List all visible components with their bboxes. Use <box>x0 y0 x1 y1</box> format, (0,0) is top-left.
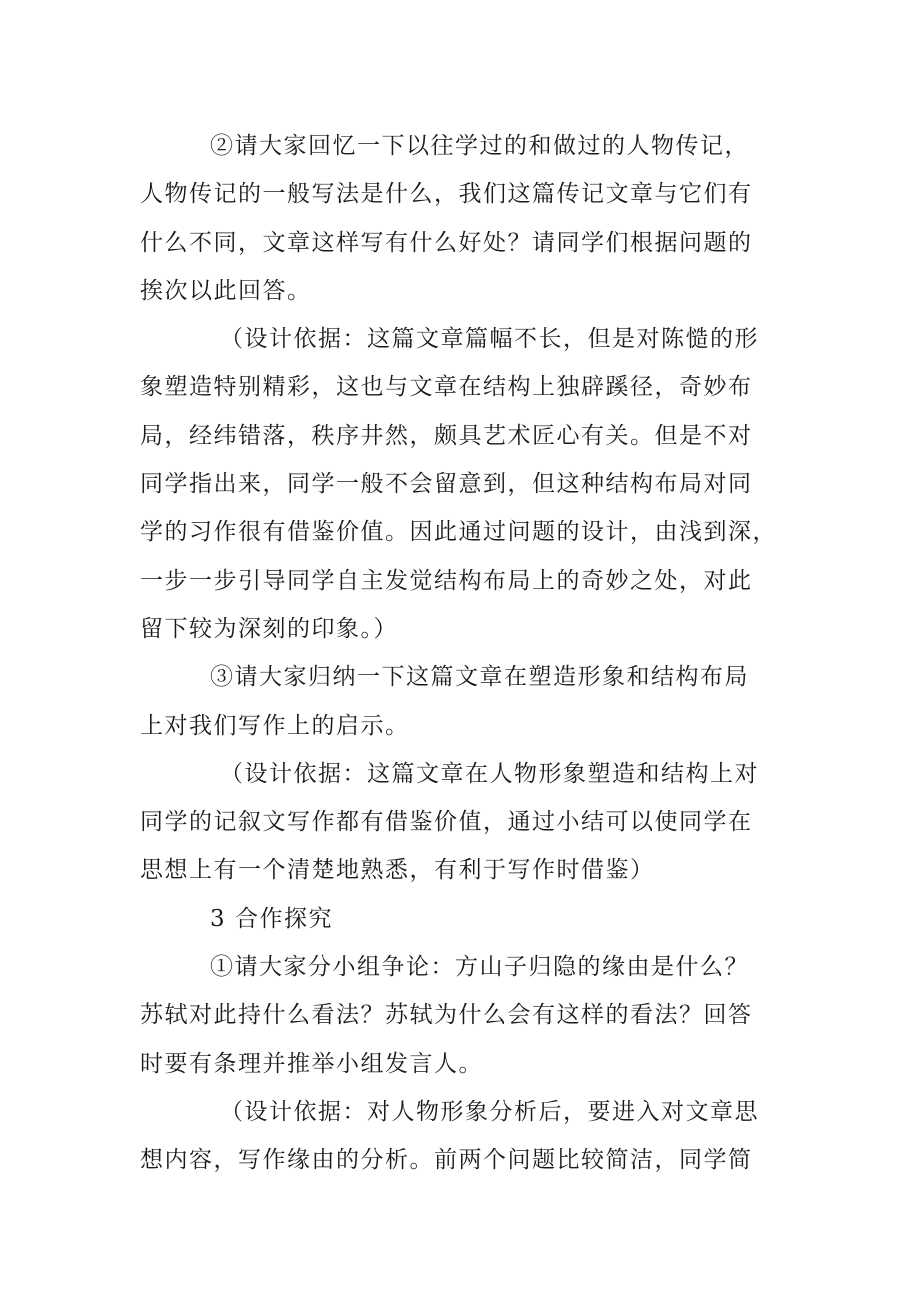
text-line: 人物传记的一般写法是什么，我们这篇传记文章与它们有 <box>140 181 753 208</box>
text-line: 什么不同，文章这样写有什么好处？请同学们根据问题的 <box>140 229 753 256</box>
text-line: （设计依据：这篇文章篇幅不长，但是对陈慥的形 <box>220 326 759 353</box>
paragraph-design-rationale-2 <box>140 750 780 895</box>
text-line: 学的习作很有借鉴价值。因此通过问题的设计，由浅到深， <box>140 519 777 546</box>
paragraph-question-2 <box>140 122 780 315</box>
text-line: 挨次以此回答。 <box>140 277 312 304</box>
paragraph-design-rationale-1 <box>140 315 780 653</box>
section-heading-cooperative-inquiry <box>140 895 780 943</box>
text-line: 象塑造特别精彩，这也与文章在结构上独辟蹊径，奇妙布 <box>140 374 753 401</box>
text-line: 同学的记叙文写作都有借鉴价值，通过小结可以使同学在 <box>140 809 753 836</box>
text-line: 一步一步引导同学自主发觉结构布局上的奇妙之处，对此 <box>140 567 753 594</box>
text-line: （设计依据：这篇文章在人物形象塑造和结构上对 <box>220 760 759 787</box>
text-line: 时要有条理并推举小组发言人。 <box>140 1050 483 1077</box>
text-line: ①请大家分小组争论：方山子归隐的缘由是什么？ <box>210 954 749 981</box>
paragraph-design-rationale-3 <box>140 1088 780 1185</box>
paragraph-question-1-discussion <box>140 943 780 1088</box>
text-line: 思想上有一个清楚地熟悉，有利于写作时借鉴） <box>140 857 655 884</box>
document-body <box>140 122 780 1185</box>
text-line: 上对我们写作上的启示。 <box>140 712 410 739</box>
text-line: 留下较为深刻的印象。） <box>140 615 398 642</box>
text-line: （设计依据：对人物形象分析后，要进入对文章思 <box>220 1098 759 1125</box>
text-line: 同学指出来，同学一般不会留意到，但这种结构布局对同 <box>140 471 753 498</box>
text-line: ③请大家归纳一下这篇文章在塑造形象和结构布局 <box>210 664 749 691</box>
text-line: 想内容，写作缘由的分析。前两个问题比较简洁，同学简 <box>140 1147 753 1174</box>
text-line: ②请大家回忆一下以往学过的和做过的人物传记， <box>210 133 749 159</box>
text-line: 苏轼对此持什么看法？苏轼为什么会有这样的看法？回答 <box>140 1002 753 1029</box>
text-line: 局，经纬错落，秩序井然，颇具艺术匠心有关。但是不对 <box>140 422 753 449</box>
text-line: 3 合作探究 <box>210 905 333 932</box>
paragraph-question-3 <box>140 653 780 750</box>
